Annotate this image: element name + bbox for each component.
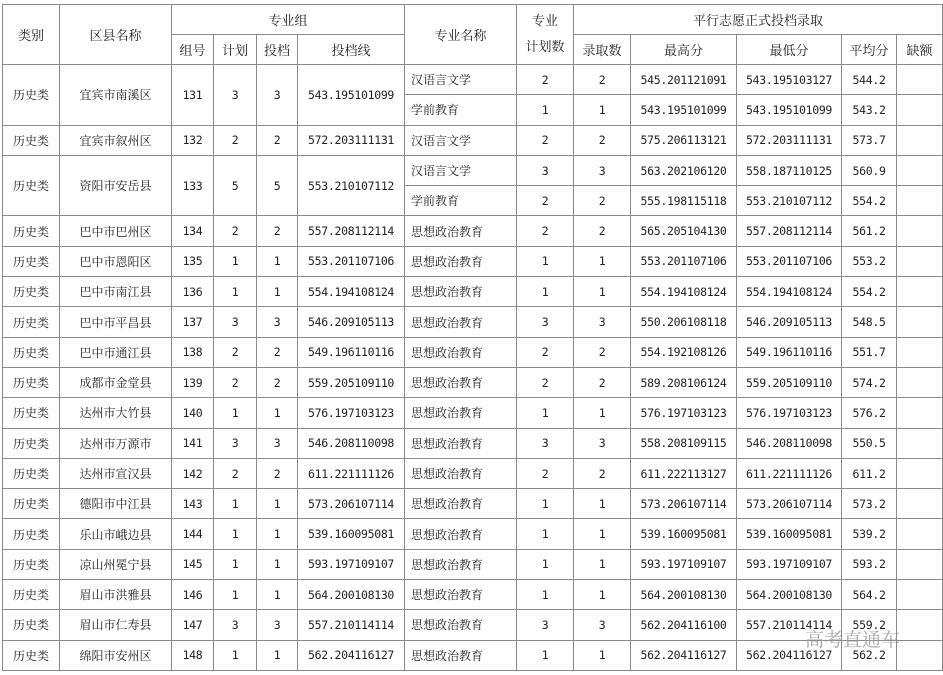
group-no-cell: 145 bbox=[172, 549, 214, 579]
major-cell: 思想政治教育 bbox=[405, 398, 517, 428]
min-score-cell: 576.197103123 bbox=[737, 398, 842, 428]
file-line-cell: 546.209105113 bbox=[298, 307, 405, 337]
district-cell: 巴中市平昌县 bbox=[60, 307, 172, 337]
file-line-cell: 564.200108130 bbox=[298, 580, 405, 610]
file-line-cell: 572.203111131 bbox=[298, 125, 405, 155]
group-no-cell: 143 bbox=[172, 489, 214, 519]
major-cell: 思想政治教育 bbox=[405, 307, 517, 337]
group-no-cell: 144 bbox=[172, 519, 214, 549]
max-score-cell: 550.206108118 bbox=[631, 307, 737, 337]
category-cell: 历史类 bbox=[3, 489, 60, 519]
enrolled-cell: 2 bbox=[574, 216, 631, 246]
header-major: 专业名称 bbox=[405, 5, 517, 65]
file-cell: 1 bbox=[257, 277, 298, 307]
file-cell: 1 bbox=[257, 640, 298, 670]
plan-cell: 2 bbox=[214, 216, 257, 246]
file-line-cell: 546.208110098 bbox=[298, 428, 405, 458]
vacancy-cell bbox=[897, 216, 943, 246]
file-cell: 1 bbox=[257, 398, 298, 428]
district-cell: 成都市金堂县 bbox=[60, 367, 172, 397]
file-cell: 2 bbox=[257, 216, 298, 246]
table-row bbox=[3, 398, 943, 428]
major-cell: 思想政治教育 bbox=[405, 549, 517, 579]
enrolled-cell: 1 bbox=[574, 640, 631, 670]
plan-cell: 1 bbox=[214, 398, 257, 428]
enrolled-cell: 3 bbox=[574, 307, 631, 337]
major-plan-cell: 2 bbox=[517, 65, 574, 95]
table-row bbox=[3, 246, 943, 276]
major-plan-cell: 1 bbox=[517, 640, 574, 670]
file-line-cell: 539.160095081 bbox=[298, 519, 405, 549]
file-cell: 1 bbox=[257, 580, 298, 610]
major-cell: 学前教育 bbox=[405, 186, 517, 216]
major-plan-cell: 1 bbox=[517, 580, 574, 610]
vacancy-cell bbox=[897, 277, 943, 307]
file-cell: 3 bbox=[257, 65, 298, 126]
category-cell: 历史类 bbox=[3, 246, 60, 276]
enrolled-cell: 1 bbox=[574, 277, 631, 307]
max-score-cell: 543.195101099 bbox=[631, 95, 737, 125]
enrolled-cell: 1 bbox=[574, 398, 631, 428]
max-score-cell: 558.208109115 bbox=[631, 428, 737, 458]
vacancy-cell bbox=[897, 337, 943, 367]
enrolled-cell: 2 bbox=[574, 458, 631, 488]
max-score-cell: 575.206113121 bbox=[631, 125, 737, 155]
min-score-cell: 573.206107114 bbox=[737, 489, 842, 519]
min-score-cell: 557.210114114 bbox=[737, 610, 842, 640]
min-score-cell: 549.196110116 bbox=[737, 337, 842, 367]
group-no-cell: 146 bbox=[172, 580, 214, 610]
major-cell: 思想政治教育 bbox=[405, 246, 517, 276]
vacancy-cell bbox=[897, 458, 943, 488]
major-cell: 思想政治教育 bbox=[405, 519, 517, 549]
category-cell: 历史类 bbox=[3, 277, 60, 307]
group-no-cell: 140 bbox=[172, 398, 214, 428]
min-score-cell: 539.160095081 bbox=[737, 519, 842, 549]
table-row bbox=[3, 610, 943, 640]
file-line-cell: 553.201107106 bbox=[298, 246, 405, 276]
major-cell: 汉语言文学 bbox=[405, 125, 517, 155]
district-cell: 达州市万源市 bbox=[60, 428, 172, 458]
min-score-cell: 559.205109110 bbox=[737, 367, 842, 397]
major-plan-cell: 2 bbox=[517, 125, 574, 155]
plan-cell: 1 bbox=[214, 246, 257, 276]
major-cell: 思想政治教育 bbox=[405, 367, 517, 397]
max-score-cell: 555.198115118 bbox=[631, 186, 737, 216]
enrolled-cell: 2 bbox=[574, 337, 631, 367]
plan-cell: 1 bbox=[214, 519, 257, 549]
group-no-cell: 136 bbox=[172, 277, 214, 307]
table-row bbox=[3, 458, 943, 488]
category-cell: 历史类 bbox=[3, 307, 60, 337]
major-cell: 思想政治教育 bbox=[405, 580, 517, 610]
major-plan-cell: 2 bbox=[517, 337, 574, 367]
enrolled-cell: 2 bbox=[574, 125, 631, 155]
avg-score-cell: 611.2 bbox=[842, 458, 897, 488]
district-cell: 巴中市通江县 bbox=[60, 337, 172, 367]
avg-score-cell: 574.2 bbox=[842, 367, 897, 397]
vacancy-cell bbox=[897, 549, 943, 579]
max-score-cell: 554.194108124 bbox=[631, 277, 737, 307]
file-cell: 1 bbox=[257, 489, 298, 519]
enrolled-cell: 2 bbox=[574, 65, 631, 95]
major-cell: 学前教育 bbox=[405, 95, 517, 125]
avg-score-cell: 551.7 bbox=[842, 337, 897, 367]
avg-score-cell: 550.5 bbox=[842, 428, 897, 458]
file-line-cell: 557.208112114 bbox=[298, 216, 405, 246]
file-line-cell: 573.206107114 bbox=[298, 489, 405, 519]
group-no-cell: 132 bbox=[172, 125, 214, 155]
max-score-cell: 554.192108126 bbox=[631, 337, 737, 367]
vacancy-cell bbox=[897, 580, 943, 610]
major-plan-cell: 1 bbox=[517, 277, 574, 307]
header-vacancy: 缺额 bbox=[897, 35, 943, 65]
category-cell: 历史类 bbox=[3, 125, 60, 155]
avg-score-cell: 593.2 bbox=[842, 549, 897, 579]
table-row bbox=[3, 65, 943, 95]
major-cell: 思想政治教育 bbox=[405, 458, 517, 488]
enrolled-cell: 3 bbox=[574, 428, 631, 458]
enrolled-cell: 3 bbox=[574, 155, 631, 185]
plan-cell: 2 bbox=[214, 337, 257, 367]
vacancy-cell bbox=[897, 125, 943, 155]
major-plan-cell: 2 bbox=[517, 186, 574, 216]
file-line-cell: 593.197109107 bbox=[298, 549, 405, 579]
min-score-cell: 543.195103127 bbox=[737, 65, 842, 95]
file-line-cell: 553.210107112 bbox=[298, 155, 405, 216]
avg-score-cell: 559.2 bbox=[842, 610, 897, 640]
file-cell: 3 bbox=[257, 428, 298, 458]
max-score-cell: 564.200108130 bbox=[631, 580, 737, 610]
plan-cell: 2 bbox=[214, 125, 257, 155]
table-row bbox=[3, 216, 943, 246]
major-cell: 思想政治教育 bbox=[405, 216, 517, 246]
district-cell: 巴中市南江县 bbox=[60, 277, 172, 307]
vacancy-cell bbox=[897, 95, 943, 125]
min-score-cell: 554.194108124 bbox=[737, 277, 842, 307]
major-plan-cell: 1 bbox=[517, 95, 574, 125]
district-cell: 德阳市中江县 bbox=[60, 489, 172, 519]
enrolled-cell: 1 bbox=[574, 580, 631, 610]
plan-cell: 1 bbox=[214, 580, 257, 610]
file-line-cell: 549.196110116 bbox=[298, 337, 405, 367]
header-category: 类别 bbox=[3, 5, 60, 65]
vacancy-cell bbox=[897, 367, 943, 397]
plan-cell: 3 bbox=[214, 307, 257, 337]
major-cell: 汉语言文学 bbox=[405, 65, 517, 95]
enrolled-cell: 1 bbox=[574, 519, 631, 549]
max-score-cell: 545.201121091 bbox=[631, 65, 737, 95]
table-header bbox=[3, 5, 943, 65]
header-parallel: 平行志愿正式投档录取 bbox=[574, 5, 943, 35]
group-no-cell: 148 bbox=[172, 640, 214, 670]
table-row bbox=[3, 155, 943, 185]
plan-cell: 2 bbox=[214, 367, 257, 397]
file-line-cell: 559.205109110 bbox=[298, 367, 405, 397]
district-cell: 达州市宣汉县 bbox=[60, 458, 172, 488]
table-row bbox=[3, 125, 943, 155]
avg-score-cell: 553.2 bbox=[842, 246, 897, 276]
enrolled-cell: 2 bbox=[574, 367, 631, 397]
header-min: 最低分 bbox=[737, 35, 842, 65]
header-avg: 平均分 bbox=[842, 35, 897, 65]
min-score-cell: 593.197109107 bbox=[737, 549, 842, 579]
min-score-cell: 553.201107106 bbox=[737, 246, 842, 276]
category-cell: 历史类 bbox=[3, 580, 60, 610]
header-plan: 计划 bbox=[214, 35, 257, 65]
avg-score-cell: 560.9 bbox=[842, 155, 897, 185]
avg-score-cell: 544.2 bbox=[842, 65, 897, 95]
max-score-cell: 539.160095081 bbox=[631, 519, 737, 549]
table-row bbox=[3, 489, 943, 519]
category-cell: 历史类 bbox=[3, 65, 60, 126]
plan-cell: 1 bbox=[214, 277, 257, 307]
vacancy-cell bbox=[897, 610, 943, 640]
major-plan-cell: 1 bbox=[517, 549, 574, 579]
plan-cell: 3 bbox=[214, 610, 257, 640]
vacancy-cell bbox=[897, 307, 943, 337]
vacancy-cell bbox=[897, 246, 943, 276]
file-cell: 3 bbox=[257, 307, 298, 337]
header-file: 投档 bbox=[257, 35, 298, 65]
district-cell: 巴中市巴州区 bbox=[60, 216, 172, 246]
min-score-cell: 543.195101099 bbox=[737, 95, 842, 125]
vacancy-cell bbox=[897, 155, 943, 185]
max-score-cell: 593.197109107 bbox=[631, 549, 737, 579]
group-no-cell: 142 bbox=[172, 458, 214, 488]
file-cell: 2 bbox=[257, 337, 298, 367]
max-score-cell: 553.201107106 bbox=[631, 246, 737, 276]
category-cell: 历史类 bbox=[3, 428, 60, 458]
file-cell: 2 bbox=[257, 367, 298, 397]
min-score-cell: 557.208112114 bbox=[737, 216, 842, 246]
category-cell: 历史类 bbox=[3, 549, 60, 579]
avg-score-cell: 573.2 bbox=[842, 489, 897, 519]
max-score-cell: 589.208106124 bbox=[631, 367, 737, 397]
max-score-cell: 563.202106120 bbox=[631, 155, 737, 185]
enrolled-cell: 2 bbox=[574, 186, 631, 216]
file-line-cell: 554.194108124 bbox=[298, 277, 405, 307]
district-cell: 宜宾市南溪区 bbox=[60, 65, 172, 126]
group-no-cell: 135 bbox=[172, 246, 214, 276]
enrolled-cell: 1 bbox=[574, 549, 631, 579]
file-cell: 3 bbox=[257, 610, 298, 640]
file-cell: 1 bbox=[257, 519, 298, 549]
vacancy-cell bbox=[897, 489, 943, 519]
avg-score-cell: 564.2 bbox=[842, 580, 897, 610]
major-cell: 思想政治教育 bbox=[405, 428, 517, 458]
plan-cell: 1 bbox=[214, 549, 257, 579]
avg-score-cell: 543.2 bbox=[842, 95, 897, 125]
file-cell: 5 bbox=[257, 155, 298, 216]
major-plan-cell: 2 bbox=[517, 367, 574, 397]
table-row bbox=[3, 337, 943, 367]
category-cell: 历史类 bbox=[3, 458, 60, 488]
min-score-cell: 564.200108130 bbox=[737, 580, 842, 610]
major-cell: 思想政治教育 bbox=[405, 489, 517, 519]
avg-score-cell: 573.7 bbox=[842, 125, 897, 155]
min-score-cell: 572.203111131 bbox=[737, 125, 842, 155]
plan-cell: 3 bbox=[214, 428, 257, 458]
plan-cell: 5 bbox=[214, 155, 257, 216]
plan-cell: 3 bbox=[214, 65, 257, 126]
category-cell: 历史类 bbox=[3, 367, 60, 397]
header-major-plan: 专业 计划数 bbox=[517, 5, 574, 65]
plan-cell: 2 bbox=[214, 458, 257, 488]
category-cell: 历史类 bbox=[3, 610, 60, 640]
district-cell: 绵阳市安州区 bbox=[60, 640, 172, 670]
vacancy-cell bbox=[897, 186, 943, 216]
file-cell: 2 bbox=[257, 458, 298, 488]
enrolled-cell: 3 bbox=[574, 610, 631, 640]
table-row bbox=[3, 519, 943, 549]
major-cell: 汉语言文学 bbox=[405, 155, 517, 185]
file-line-cell: 543.195101099 bbox=[298, 65, 405, 126]
file-line-cell: 611.221111126 bbox=[298, 458, 405, 488]
plan-cell: 1 bbox=[214, 640, 257, 670]
major-cell: 思想政治教育 bbox=[405, 610, 517, 640]
table-row bbox=[3, 307, 943, 337]
header-file-line: 投档线 bbox=[298, 35, 405, 65]
major-plan-cell: 1 bbox=[517, 489, 574, 519]
category-cell: 历史类 bbox=[3, 337, 60, 367]
table-row bbox=[3, 549, 943, 579]
group-no-cell: 134 bbox=[172, 216, 214, 246]
max-score-cell: 565.205104130 bbox=[631, 216, 737, 246]
avg-score-cell: 562.2 bbox=[842, 640, 897, 670]
major-plan-cell: 2 bbox=[517, 458, 574, 488]
table-row bbox=[3, 580, 943, 610]
admission-table bbox=[2, 4, 943, 671]
table-row bbox=[3, 428, 943, 458]
major-plan-cell: 2 bbox=[517, 216, 574, 246]
group-no-cell: 133 bbox=[172, 155, 214, 216]
header-district: 区县名称 bbox=[60, 5, 172, 65]
major-plan-cell: 1 bbox=[517, 246, 574, 276]
avg-score-cell: 561.2 bbox=[842, 216, 897, 246]
major-plan-cell: 3 bbox=[517, 155, 574, 185]
major-plan-cell: 1 bbox=[517, 398, 574, 428]
major-plan-cell: 3 bbox=[517, 428, 574, 458]
table-row bbox=[3, 367, 943, 397]
max-score-cell: 611.222113127 bbox=[631, 458, 737, 488]
district-cell: 乐山市峨边县 bbox=[60, 519, 172, 549]
vacancy-cell bbox=[897, 428, 943, 458]
vacancy-cell bbox=[897, 398, 943, 428]
avg-score-cell: 576.2 bbox=[842, 398, 897, 428]
category-cell: 历史类 bbox=[3, 519, 60, 549]
table-row bbox=[3, 640, 943, 670]
enrolled-cell: 1 bbox=[574, 246, 631, 276]
file-line-cell: 576.197103123 bbox=[298, 398, 405, 428]
max-score-cell: 562.204116127 bbox=[631, 640, 737, 670]
min-score-cell: 562.204116127 bbox=[737, 640, 842, 670]
plan-cell: 1 bbox=[214, 489, 257, 519]
min-score-cell: 553.210107112 bbox=[737, 186, 842, 216]
major-plan-cell: 3 bbox=[517, 610, 574, 640]
vacancy-cell bbox=[897, 640, 943, 670]
file-line-cell: 562.204116127 bbox=[298, 640, 405, 670]
header-group-no: 组号 bbox=[172, 35, 214, 65]
district-cell: 眉山市洪雅县 bbox=[60, 580, 172, 610]
min-score-cell: 611.221111126 bbox=[737, 458, 842, 488]
group-no-cell: 138 bbox=[172, 337, 214, 367]
enrolled-cell: 1 bbox=[574, 95, 631, 125]
group-no-cell: 139 bbox=[172, 367, 214, 397]
district-cell: 眉山市仁寿县 bbox=[60, 610, 172, 640]
avg-score-cell: 539.2 bbox=[842, 519, 897, 549]
file-cell: 1 bbox=[257, 549, 298, 579]
major-plan-cell: 3 bbox=[517, 307, 574, 337]
enrolled-cell: 1 bbox=[574, 489, 631, 519]
group-no-cell: 131 bbox=[172, 65, 214, 126]
max-score-cell: 573.206107114 bbox=[631, 489, 737, 519]
category-cell: 历史类 bbox=[3, 640, 60, 670]
avg-score-cell: 554.2 bbox=[842, 277, 897, 307]
file-cell: 2 bbox=[257, 125, 298, 155]
district-cell: 资阳市安岳县 bbox=[60, 155, 172, 216]
major-plan-cell: 1 bbox=[517, 519, 574, 549]
category-cell: 历史类 bbox=[3, 155, 60, 216]
header-enrolled: 录取数 bbox=[574, 35, 631, 65]
table-body bbox=[3, 65, 943, 671]
table-row bbox=[3, 277, 943, 307]
max-score-cell: 562.204116100 bbox=[631, 610, 737, 640]
group-no-cell: 147 bbox=[172, 610, 214, 640]
category-cell: 历史类 bbox=[3, 216, 60, 246]
avg-score-cell: 554.2 bbox=[842, 186, 897, 216]
category-cell: 历史类 bbox=[3, 398, 60, 428]
file-line-cell: 557.210114114 bbox=[298, 610, 405, 640]
major-cell: 思想政治教育 bbox=[405, 277, 517, 307]
header-max: 最高分 bbox=[631, 35, 737, 65]
major-cell: 思想政治教育 bbox=[405, 337, 517, 367]
header-group: 专业组 bbox=[172, 5, 405, 35]
vacancy-cell bbox=[897, 519, 943, 549]
min-score-cell: 546.209105113 bbox=[737, 307, 842, 337]
watermark: 高考直通车 bbox=[805, 629, 901, 651]
district-cell: 宜宾市叙州区 bbox=[60, 125, 172, 155]
district-cell: 凉山州冕宁县 bbox=[60, 549, 172, 579]
vacancy-cell bbox=[897, 65, 943, 95]
min-score-cell: 546.208110098 bbox=[737, 428, 842, 458]
district-cell: 巴中市恩阳区 bbox=[60, 246, 172, 276]
group-no-cell: 141 bbox=[172, 428, 214, 458]
max-score-cell: 576.197103123 bbox=[631, 398, 737, 428]
min-score-cell: 558.187110125 bbox=[737, 155, 842, 185]
avg-score-cell: 548.5 bbox=[842, 307, 897, 337]
file-cell: 1 bbox=[257, 246, 298, 276]
group-no-cell: 137 bbox=[172, 307, 214, 337]
district-cell: 达州市大竹县 bbox=[60, 398, 172, 428]
major-cell: 思想政治教育 bbox=[405, 640, 517, 670]
